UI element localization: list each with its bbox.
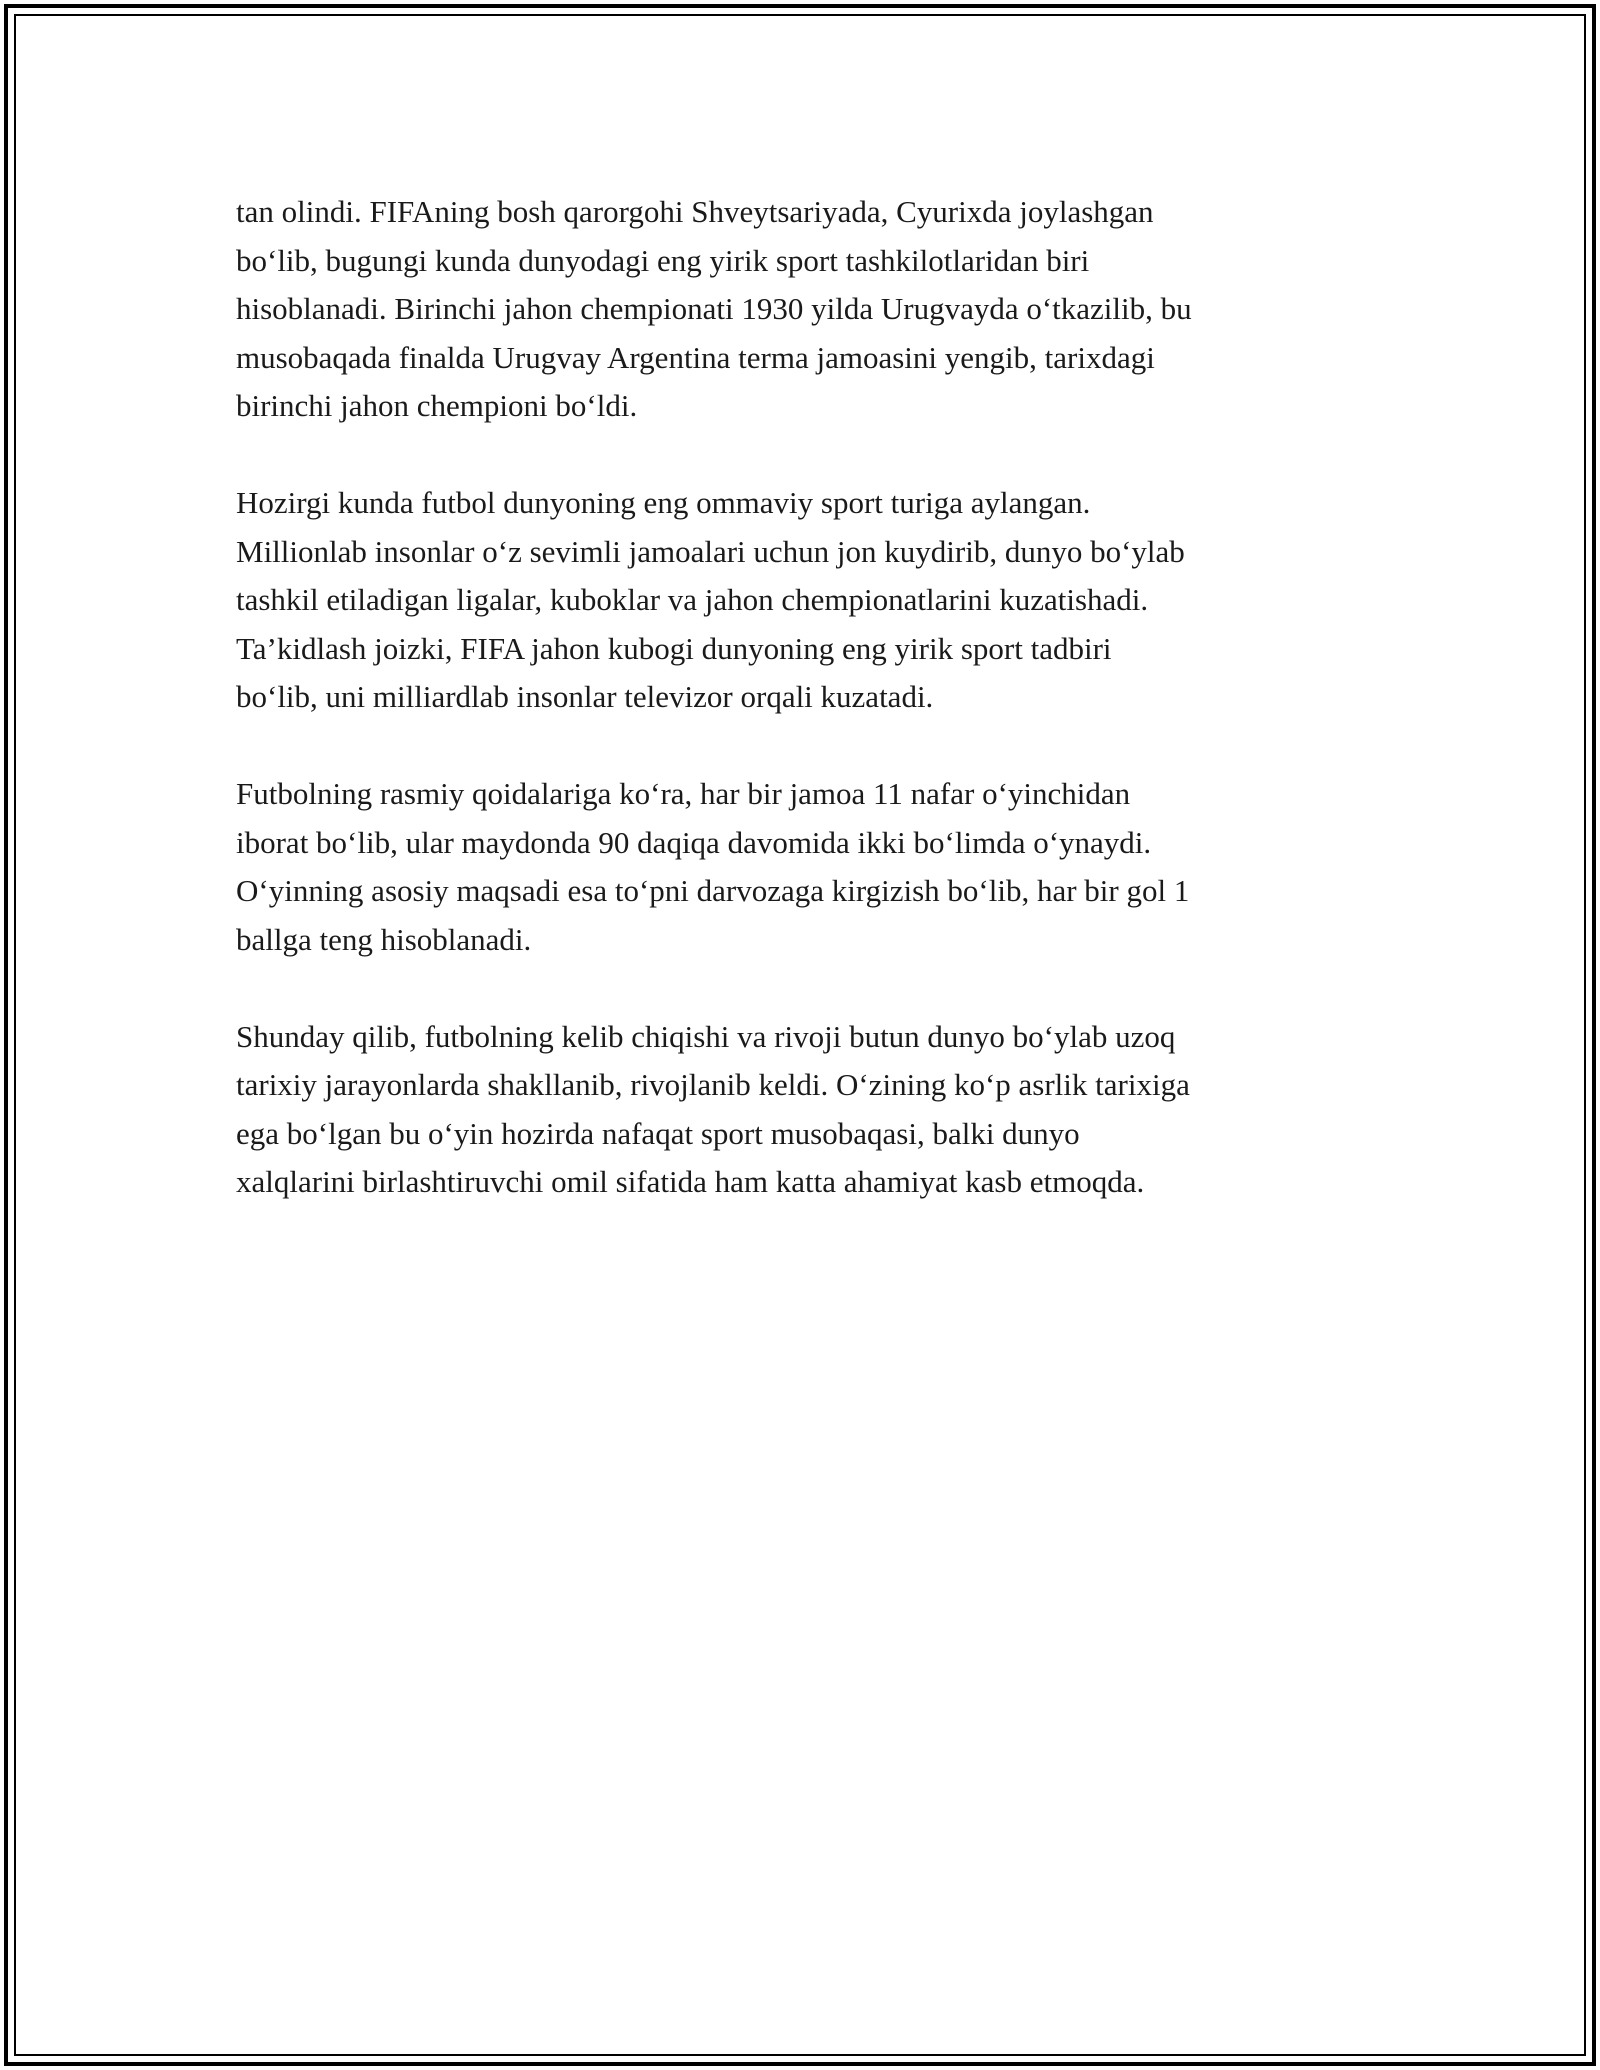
paragraph-3 (236, 770, 1386, 964)
text-line: Hozirgi kunda futbol dunyoning eng ommaviy sport turiga aylangan. (236, 485, 1091, 520)
text-line: Ta’kidlash joizki, FIFA jahon kubogi dunyoning eng yirik sport tadbiri (236, 630, 1112, 666)
paragraph-1 (236, 188, 1386, 431)
paragraph-2 (236, 479, 1386, 722)
text-line: tan olindi. FIFAning bosh qarorgohi Shveytsariyada, Cyurixda joylashgan (236, 194, 1154, 229)
text-line: Shunday qilib, futbolning kelib chiqishi va rivoji butun dunyo bo‘ylab uzoq (236, 1018, 1176, 1054)
text-line: Millionlab insonlar o‘z sevimli jamoalari uchun jon kuydirib, dunyo bo‘ylab (236, 533, 1185, 569)
text-line: Futbolning rasmiy qoidalariga ko‘ra, har bir jamoa 11 nafar o‘yinchidan (236, 776, 1131, 811)
text-line: ega bo‘lgan bu o‘yin hozirda nafaqat sport musobaqasi, balki dunyo (236, 1115, 1080, 1151)
text-line: tashkil etiladigan ligalar, kuboklar va jahon chempionatlarini kuzatishadi. (236, 582, 1149, 617)
text-line: iborat bo‘lib, ular maydonda 90 daqiqa davomida ikki bo‘limda o‘ynaydi. (236, 824, 1152, 860)
paragraph-4 (236, 1013, 1386, 1207)
text-line: bo‘lib, uni milliardlab insonlar televizor orqali kuzatadi. (236, 679, 934, 714)
text-line: bo‘lib, bugungi kunda dunyodagi eng yirik sport tashkilotlaridan biri (236, 242, 1090, 278)
text-line: hisoblanadi. Birinchi jahon chempionati 1930 yilda Urugvayda o‘tkazilib, bu (236, 291, 1192, 326)
text-line: birinchi jahon chempioni bo‘ldi. (236, 388, 638, 423)
text-line: ballga teng hisoblanadi. (236, 921, 532, 957)
text-line: xalqlarini birlashtiruvchi omil sifatida ham katta ahamiyat kasb etmoqda. (236, 1164, 1145, 1199)
document-body (236, 188, 1386, 1255)
text-line: O‘yinning asosiy maqsadi esa to‘pni darvozaga kirgizish bo‘lib, har bir gol 1 (236, 873, 1190, 908)
text-line: musobaqada finalda Urugvay Argentina terma jamoasini yengib, tarixdagi (236, 339, 1155, 375)
text-line: tarixiy jarayonlarda shakllanib, rivojlanib keldi. O‘zining ko‘p asrlik tarixiga (236, 1067, 1190, 1102)
